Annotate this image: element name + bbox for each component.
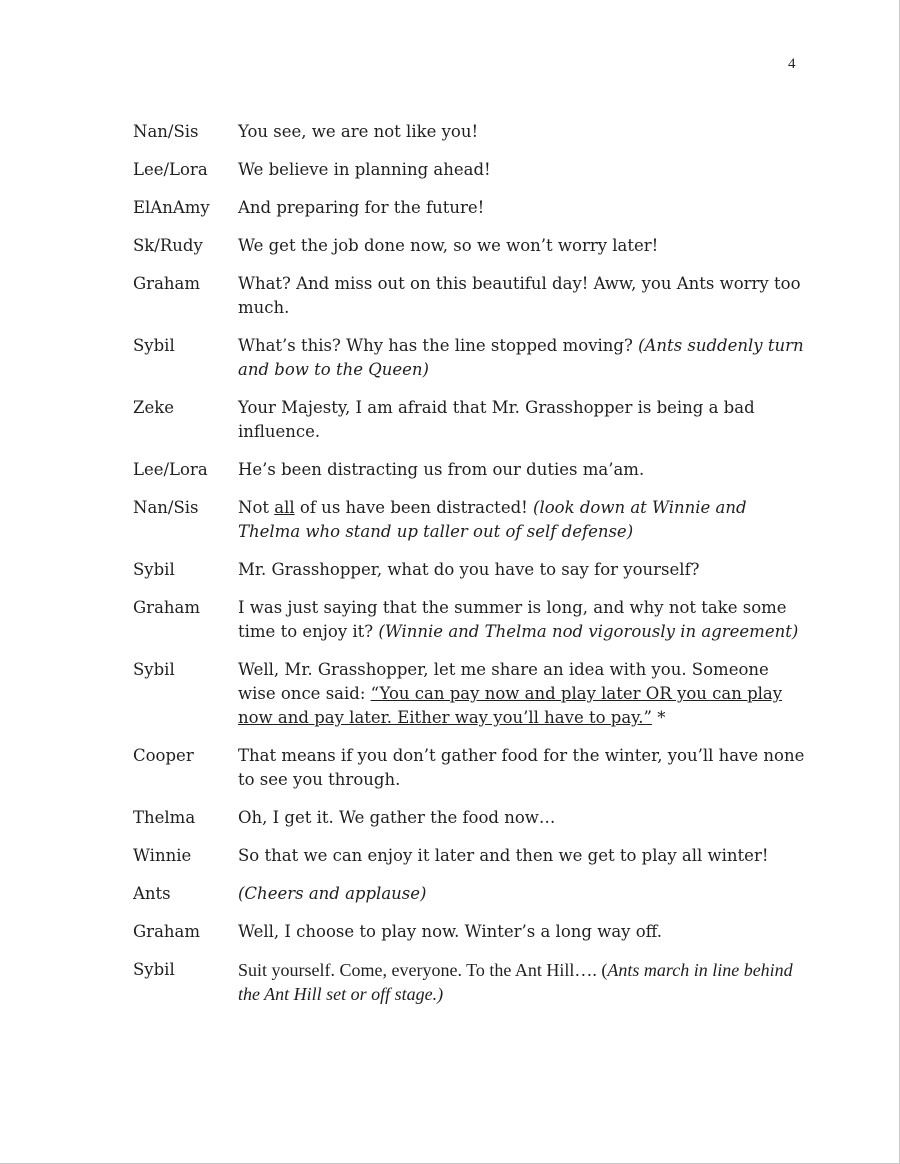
- dialogue-text: [238, 958, 810, 1006]
- dialogue-segment: What’s this? Why has the line stopped moving?: [238, 336, 639, 355]
- dialogue-text: [238, 844, 810, 868]
- stage-direction: Ants march in line behind the Ant Hill set or off stage.): [238, 960, 793, 1004]
- stage-direction: (Cheers and applause): [238, 884, 427, 903]
- dialogue-segment: He’s been distracting us from our duties ma’am.: [238, 460, 645, 479]
- speaker-name: Cooper: [133, 746, 194, 765]
- dialogue-text: [238, 196, 810, 220]
- dialogue-text: [238, 396, 810, 444]
- dialogue-text: [238, 882, 810, 906]
- dialogue-segment: Mr. Grasshopper, what do you have to say for yourself?: [238, 560, 700, 579]
- script-dialogue: [133, 120, 813, 1020]
- speaker-name: Nan/Sis: [133, 498, 199, 517]
- dialogue-segment: Your Majesty, I am afraid that Mr. Grasshopper is being a bad influence.: [238, 398, 755, 441]
- page-number: 4: [788, 56, 796, 72]
- dialogue-line: [133, 596, 813, 644]
- dialogue-segment: That means if you don’t gather food for the winter, you’ll have none to see you through.: [238, 746, 805, 789]
- underlined-text: “You can pay now and play later OR you can play now and pay later. Either way you’ll have to pay.”: [238, 684, 783, 727]
- speaker-name: Sybil: [133, 560, 175, 579]
- dialogue-line: [133, 496, 813, 544]
- dialogue-line: [133, 882, 813, 906]
- speaker-name: Sk/Rudy: [133, 236, 203, 255]
- speaker-name: Ants: [133, 884, 171, 903]
- speaker-name: Winnie: [133, 846, 192, 865]
- dialogue-text: [238, 158, 810, 182]
- dialogue-segment: Well, I choose to play now. Winter’s a long way off.: [238, 922, 663, 941]
- dialogue-text: [238, 744, 810, 792]
- speaker-name: Nan/Sis: [133, 122, 199, 141]
- dialogue-line: [133, 396, 813, 444]
- dialogue-line: [133, 458, 813, 482]
- dialogue-line: [133, 158, 813, 182]
- dialogue-segment: I was just saying that the summer is long, and why not take some time to enjoy it?: [238, 598, 787, 641]
- dialogue-segment: What? And miss out on this beautiful day! Aww, you Ants worry too much.: [238, 274, 801, 317]
- speaker-name: Sybil: [133, 336, 175, 355]
- dialogue-segment: Not: [238, 498, 275, 517]
- dialogue-line: [133, 234, 813, 258]
- dialogue-text: [238, 458, 810, 482]
- stage-direction: (Winnie and Thelma nod vigorously in agreement): [378, 622, 799, 641]
- dialogue-text: [238, 272, 810, 320]
- speaker-name: Lee/Lora: [133, 460, 208, 479]
- dialogue-line: [133, 558, 813, 582]
- dialogue-segment: Well, Mr. Grasshopper, let me share an idea with you. Someone wise once said:: [238, 660, 769, 703]
- dialogue-text: [238, 806, 810, 830]
- stage-direction: (Ants suddenly turn and bow to the Queen): [238, 336, 804, 379]
- dialogue-text: [238, 496, 810, 544]
- speaker-name: Thelma: [133, 808, 196, 827]
- speaker-name: Graham: [133, 922, 201, 941]
- dialogue-line: [133, 806, 813, 830]
- speaker-name: Sybil: [133, 960, 175, 979]
- dialogue-line: [133, 120, 813, 144]
- dialogue-segment: *: [651, 708, 666, 727]
- dialogue-segment: Suit yourself. Come, everyone. To the Ant Hill…. (: [238, 960, 608, 980]
- dialogue-line: [133, 334, 813, 382]
- speaker-name: Zeke: [133, 398, 174, 417]
- speaker-name: Graham: [133, 274, 201, 293]
- dialogue-segment: And preparing for the future!: [238, 198, 485, 217]
- dialogue-line: [133, 920, 813, 944]
- dialogue-text: [238, 920, 810, 944]
- dialogue-text: [238, 658, 810, 730]
- dialogue-text: [238, 596, 810, 644]
- dialogue-segment: of us have been distracted!: [294, 498, 534, 517]
- speaker-name: ElAnAmy: [133, 198, 210, 217]
- dialogue-line: [133, 744, 813, 792]
- dialogue-line: [133, 196, 813, 220]
- dialogue-segment: We get the job done now, so we won’t worry later!: [238, 236, 659, 255]
- speaker-name: Sybil: [133, 660, 175, 679]
- speaker-name: Graham: [133, 598, 201, 617]
- dialogue-segment: You see, we are not like you!: [238, 122, 479, 141]
- dialogue-text: [238, 334, 810, 382]
- dialogue-text: [238, 558, 810, 582]
- dialogue-segment: Oh, I get it. We gather the food now…: [238, 808, 556, 827]
- dialogue-segment: We believe in planning ahead!: [238, 160, 491, 179]
- dialogue-text: [238, 120, 810, 144]
- underlined-text: all: [274, 498, 295, 517]
- dialogue-line: [133, 658, 813, 730]
- dialogue-line: [133, 844, 813, 868]
- dialogue-segment: So that we can enjoy it later and then we get to play all winter!: [238, 846, 769, 865]
- stage-direction: (look down at Winnie and Thelma who stand up taller out of self defense): [238, 498, 747, 541]
- dialogue-text: [238, 234, 810, 258]
- dialogue-line: [133, 958, 813, 1006]
- dialogue-line: [133, 272, 813, 320]
- speaker-name: Lee/Lora: [133, 160, 208, 179]
